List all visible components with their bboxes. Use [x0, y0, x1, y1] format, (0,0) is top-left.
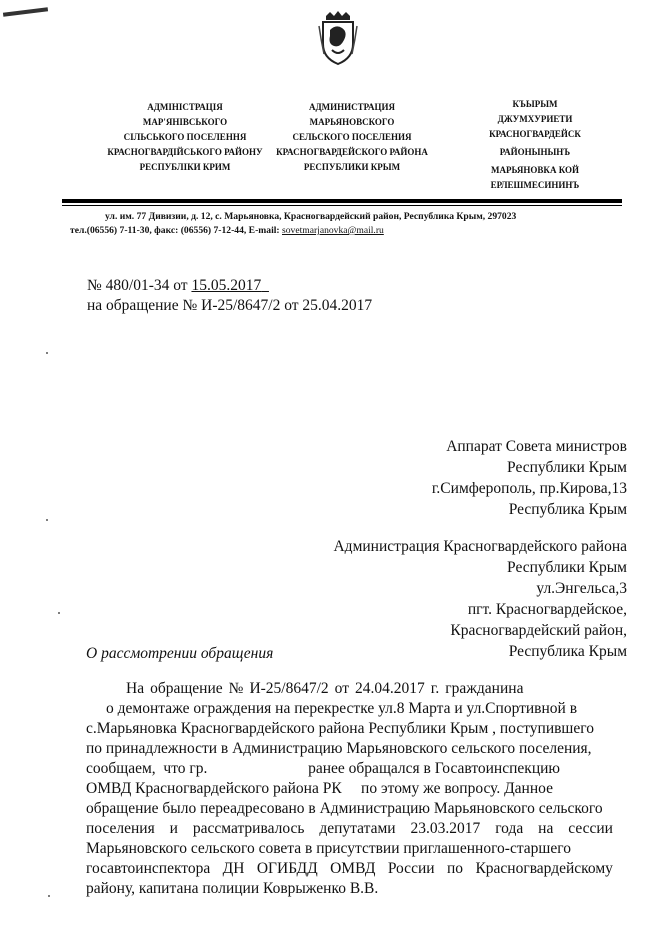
body-line — [86, 879, 613, 899]
appeal-reference: на обращение № И-25/8647/2 от 25.04.2017 — [87, 297, 373, 314]
body-line — [86, 719, 613, 739]
letter-body — [86, 679, 613, 899]
recipient-line: ул.Энгельса,3 — [536, 580, 627, 597]
header-ukrainian-line: АДМІНІСТРАЦІЯ — [147, 102, 223, 112]
body-text: ОМВД Красногвардейского района РК по этому же вопросу. Данное — [86, 780, 553, 797]
body-text: району, капитана полиции Коврыженко В.В. — [86, 880, 379, 897]
body-line — [86, 799, 613, 819]
body-line — [86, 699, 613, 719]
header-tatar-line: ЕРЛЕШМЕСИНИНЪ — [490, 180, 580, 190]
body-word: ДН — [222, 860, 245, 877]
recipient-council-of-ministers — [432, 436, 627, 520]
scan-dot — [58, 612, 60, 614]
recipient-line: Республики Крым — [507, 459, 627, 476]
body-word: госавтоинспектора — [86, 860, 211, 877]
body-word: от — [334, 680, 349, 697]
header-divider-thick — [62, 199, 622, 203]
recipient-line: Республика Крым — [508, 643, 627, 660]
body-word: 24.04.2017 — [354, 680, 425, 697]
body-line — [86, 779, 613, 799]
header-ukrainian-line: РЕСПУБЛІКИ КРИМ — [139, 162, 231, 172]
recipient-line: Республика Крым — [508, 501, 627, 518]
body-word: рассматривалось — [192, 820, 305, 837]
body-line — [86, 859, 613, 879]
body-word: России — [387, 860, 435, 877]
body-word: Красногвардейскому — [475, 860, 613, 877]
header-tatar-line: РАЙОНЫНЫНЪ — [499, 147, 571, 157]
outgoing-number — [87, 276, 372, 296]
header-tatar-line: КРАСНОГВАРДЕЙСК — [489, 129, 581, 139]
header-ukrainian-block — [85, 100, 285, 175]
body-word: И-25/8647/2 — [249, 680, 329, 697]
header-ukrainian-line: СІЛЬСЬКОГО ПОСЕЛЕННЯ — [123, 132, 247, 142]
scan-dot — [46, 352, 48, 354]
header-tatar-line: ДЖУМХУРИЕТИ — [497, 114, 573, 124]
recipient-line: Аппарат Совета министров — [446, 438, 627, 455]
body-line — [86, 839, 613, 859]
body-word: на — [538, 820, 554, 837]
body-word: и — [169, 820, 178, 837]
header-ukrainian-line: КРАСНОГВАРДІЙСЬКОГО РАЙОНУ — [107, 147, 263, 157]
body-text: по принадлежности в Администрацию Марьяновского сельского поселения, — [86, 740, 592, 757]
body-word: по — [446, 860, 464, 877]
body-line — [86, 759, 613, 779]
body-text: сообщаем, что гр. ранее обращался в Госавтоинспекцию — [86, 760, 560, 777]
letter-subject: О рассмотрении обращения — [86, 645, 274, 662]
outgoing-date-blank — [261, 277, 269, 294]
body-text: с.Марьяновка Красногвардейского района Республики Крым , поступившего — [86, 720, 594, 737]
outgoing-number-text: № 480/01-34 от — [87, 277, 192, 294]
body-line — [86, 679, 613, 699]
recipient-line: Республики Крым — [507, 559, 627, 576]
header-russian-line: КРАСНОГВАРДЕЙСКОГО РАЙОНА — [276, 147, 428, 157]
recipient-line: Администрация Красногвардейского района — [333, 538, 627, 555]
header-tatar-line: МАРЬЯНОВКА КОЙ — [490, 165, 580, 175]
header-russian-line: АДМИНИСТРАЦИЯ — [308, 102, 396, 112]
body-word: гражданина — [445, 680, 524, 697]
recipient-district-administration — [333, 536, 627, 662]
body-word: года — [495, 820, 524, 837]
recipient-line: Красногвардейский район, — [450, 622, 627, 639]
header-russian-block — [262, 100, 442, 175]
scan-dot — [48, 895, 50, 897]
header-tatar-line: КЪЫРЫМ — [512, 99, 558, 109]
scan-dot — [46, 519, 48, 521]
header-divider-thin — [62, 205, 622, 206]
body-word: обращение — [150, 680, 223, 697]
contact-phones: тел.(06556) 7-11-30, факс: (06556) 7-12-44, E-mail: — [70, 225, 282, 236]
body-line — [86, 739, 613, 759]
header-tatar-block — [465, 97, 605, 193]
recipient-line: пгт. Красногвардейское, — [467, 601, 627, 618]
outgoing-reference — [87, 276, 372, 316]
header-ukrainian-line: МАР'ЯНІВСЬКОГО — [142, 117, 228, 127]
body-text: Марьяновского сельского совета в присутствии приглашенного-старшего — [86, 840, 571, 857]
body-word: сессии — [568, 820, 613, 837]
body-word: ОГИБДД — [256, 860, 318, 877]
recipient-line: г.Симферополь, пр.Кирова,13 — [431, 480, 627, 497]
address-line: ул. им. 77 Дивизии, д. 12, с. Марьяновка, Красногвардейский район, Республика Крым, 297023 — [105, 211, 517, 222]
body-word: № — [228, 680, 244, 697]
body-word: поселения — [86, 820, 155, 837]
outgoing-date: 15.05.2017 — [191, 277, 262, 294]
email-link[interactable]: sovetmarjanovka@mail.ru — [282, 225, 384, 236]
contact-line — [70, 224, 640, 238]
body-word: ОМВД — [330, 860, 376, 877]
header-russian-line: РЕСПУБЛИКИ КРЫМ — [303, 162, 401, 172]
header-russian-line: МАРЬЯНОВСКОГО — [309, 117, 395, 127]
body-word: депутатами — [319, 820, 396, 837]
body-word: 23.03.2017 — [410, 820, 481, 837]
organization-address — [70, 210, 640, 238]
body-text: обращение было переадресовано в Администрацию Марьяновского сельского — [86, 800, 603, 817]
body-word: На — [126, 680, 145, 697]
coat-of-arms-emblem — [318, 10, 358, 66]
body-word: г. — [430, 680, 440, 697]
body-line — [86, 819, 613, 839]
body-text: о демонтаже ограждения на перекрестке ул.8 Марта и ул.Спортивной в — [106, 700, 578, 717]
scan-artifact-mark — [3, 7, 48, 16]
header-russian-line: СЕЛЬСКОГО ПОСЕЛЕНИЯ — [292, 132, 412, 142]
